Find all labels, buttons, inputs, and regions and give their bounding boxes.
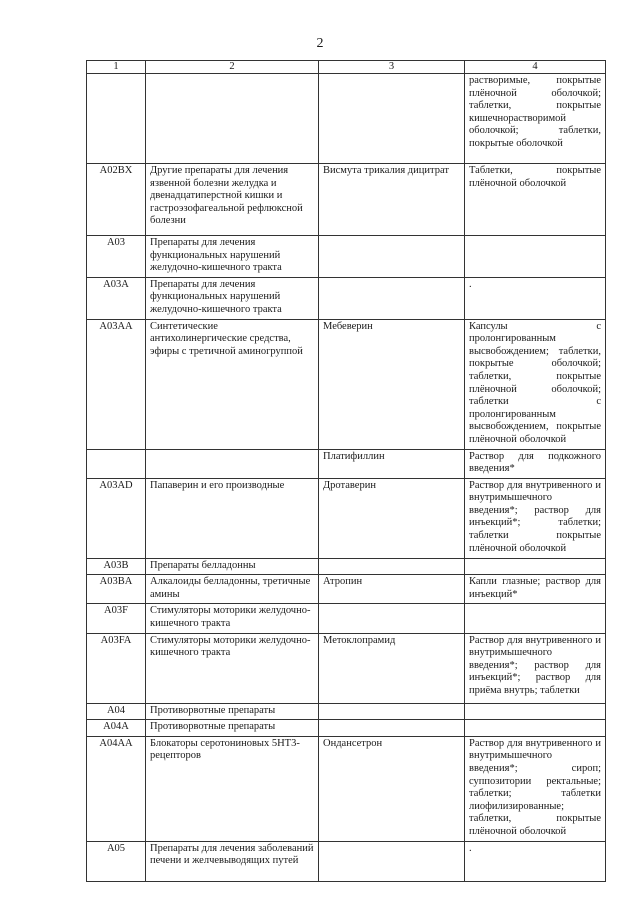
atc-code: A03AA xyxy=(87,319,146,449)
group-name: Синтетические антихолинергические средства, эфиры с третичной аминогруппой xyxy=(146,319,319,449)
column-header: 3 xyxy=(319,61,465,74)
atc-code: A03BA xyxy=(87,575,146,604)
table-row xyxy=(87,633,606,703)
table-row xyxy=(87,164,606,236)
dosage-forms: . xyxy=(465,277,606,319)
table-row xyxy=(87,720,606,737)
group-name: Стимуляторы моторики желудочно-кишечного тракта xyxy=(146,633,319,703)
group-name: Блокаторы серотониновых 5HT3-рецепторов xyxy=(146,736,319,841)
column-header: 4 xyxy=(465,61,606,74)
dosage-forms xyxy=(465,558,606,575)
group-name: Препараты для лечения заболеваний печени и желчевыводящих путей xyxy=(146,841,319,881)
dosage-forms: Раствор для внутривенного и внутримышечного введения*; сироп; суппозитории ректальные; таблетки; таблетки лиофилизированные; таблетки, покрытые плёночной оболочкой xyxy=(465,736,606,841)
group-name: Алкалоиды белладонны, третичные амины xyxy=(146,575,319,604)
drug-name: Ондансетрон xyxy=(319,736,465,841)
dosage-forms: Раствор для внутривенного и внутримышечного введения*; раствор для инъекций*; раствор для приёма внутрь; таблетки xyxy=(465,633,606,703)
table-row xyxy=(87,319,606,449)
drug-name xyxy=(319,236,465,278)
table-row xyxy=(87,277,606,319)
group-name: Противорвотные препараты xyxy=(146,703,319,720)
dosage-forms: . xyxy=(465,841,606,881)
group-name: Препараты для лечения функциональных нарушений желудочно-кишечного тракта xyxy=(146,277,319,319)
dosage-forms: Капли глазные; раствор для инъекций* xyxy=(465,575,606,604)
table-row xyxy=(87,841,606,881)
atc-code: A03B xyxy=(87,558,146,575)
dosage-forms: Капсулы с пролонгированным высвобождением; таблетки, покрытые оболочкой; таблетки, покрытые плёночной оболочкой; таблетки с пролонгированным высвобождением, покрытые плёночной оболочкой xyxy=(465,319,606,449)
drug-name xyxy=(319,604,465,633)
group-name: Противорвотные препараты xyxy=(146,720,319,737)
drug-name: Атропин xyxy=(319,575,465,604)
table-row xyxy=(87,449,606,478)
table-row xyxy=(87,236,606,278)
atc-code: A05 xyxy=(87,841,146,881)
drug-name: Мебеверин xyxy=(319,319,465,449)
dosage-forms: Таблетки, покрытые плёночной оболочкой xyxy=(465,164,606,236)
atc-code: A03FA xyxy=(87,633,146,703)
drug-name xyxy=(319,277,465,319)
drug-name xyxy=(319,720,465,737)
table-row xyxy=(87,604,606,633)
column-header: 1 xyxy=(87,61,146,74)
atc-code xyxy=(87,74,146,164)
dosage-forms: растворимые, покрытые плёночной оболочкой; таблетки, покрытые кишечнорастворимой оболочкой; таблетки, покрытые оболочкой xyxy=(465,74,606,164)
dosage-forms xyxy=(465,236,606,278)
atc-code xyxy=(87,449,146,478)
atc-code: A02BX xyxy=(87,164,146,236)
group-name: Другие препараты для лечения язвенной болезни желудка и двенадцатиперстной кишки и гастроэзофагеальной рефлюксной болезни xyxy=(146,164,319,236)
table-row xyxy=(87,558,606,575)
table-row xyxy=(87,575,606,604)
group-name: Препараты для лечения функциональных нарушений желудочно-кишечного тракта xyxy=(146,236,319,278)
drug-name xyxy=(319,74,465,164)
atc-code: A03A xyxy=(87,277,146,319)
dosage-forms xyxy=(465,720,606,737)
dosage-forms: Раствор для внутривенного и внутримышечного введения*; раствор для инъекций*; таблетки; таблетки покрытые плёночной оболочкой xyxy=(465,478,606,558)
group-name: Стимуляторы моторики желудочно-кишечного тракта xyxy=(146,604,319,633)
atc-code: A04 xyxy=(87,703,146,720)
atc-code: A03F xyxy=(87,604,146,633)
dosage-forms xyxy=(465,703,606,720)
atc-code: A04AA xyxy=(87,736,146,841)
group-name: Папаверин и его производные xyxy=(146,478,319,558)
dosage-forms: Раствор для подкожного введения* xyxy=(465,449,606,478)
drug-table xyxy=(86,60,606,882)
atc-code: A03AD xyxy=(87,478,146,558)
group-name xyxy=(146,449,319,478)
group-name: Препараты белладонны xyxy=(146,558,319,575)
table-row xyxy=(87,478,606,558)
drug-name xyxy=(319,841,465,881)
page-number: 2 xyxy=(316,36,324,51)
drug-name xyxy=(319,703,465,720)
table-row xyxy=(87,74,606,164)
column-header: 2 xyxy=(146,61,319,74)
dosage-forms xyxy=(465,604,606,633)
drug-name xyxy=(319,558,465,575)
drug-name: Висмута трикалия дицитрат xyxy=(319,164,465,236)
atc-code: A03 xyxy=(87,236,146,278)
drug-name: Метоклопрамид xyxy=(319,633,465,703)
table-row xyxy=(87,736,606,841)
table-row xyxy=(87,703,606,720)
group-name xyxy=(146,74,319,164)
drug-name: Платифиллин xyxy=(319,449,465,478)
atc-code: A04A xyxy=(87,720,146,737)
drug-name: Дротаверин xyxy=(319,478,465,558)
table-header-row xyxy=(87,61,606,74)
